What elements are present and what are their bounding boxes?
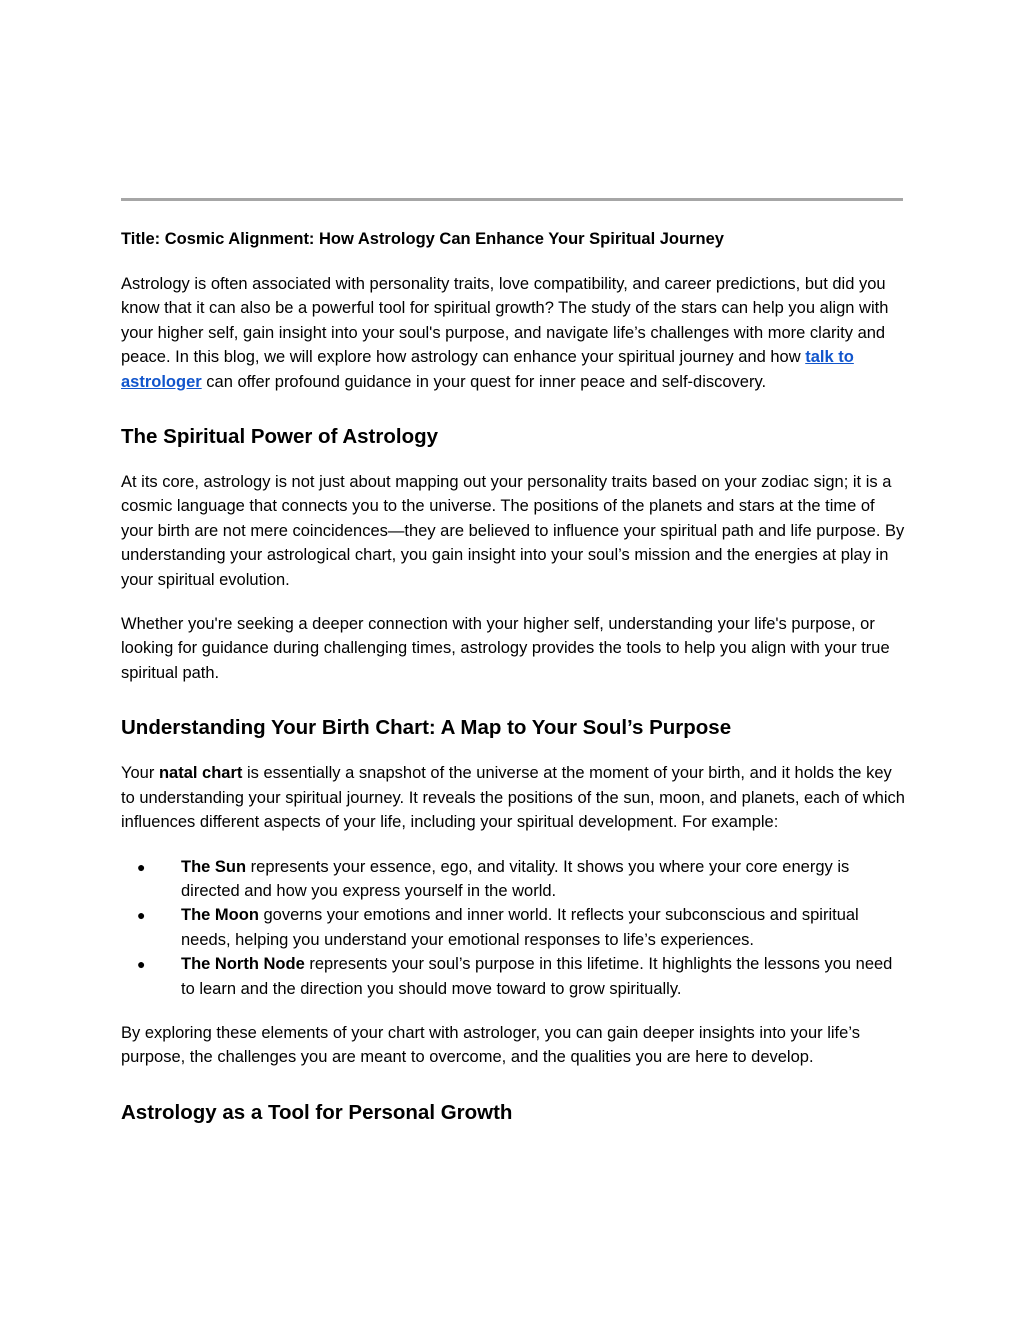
intro-text-before: Astrology is often associated with personality traits, love compatibility, and career predictions, but did you know that it can also be a powerful tool for spiritual growth? The study of the stars can help you align with your higher self, gain insight into your soul's purpose, and navigate life’s challenges with more clarity and peace. In this blog, we will explore how astrology can enhance your spiritual journey and how (121, 275, 889, 367)
list-item-term: The North Node (181, 955, 305, 974)
bullet-icon: ● (137, 907, 146, 924)
list-item (121, 903, 907, 952)
list-item-text: governs your emotions and inner world. It reflects your subconscious and spiritual needs, helping you understand your emotional responses to life’s experiences. (181, 906, 859, 949)
birth-chart-text-before: Your (121, 764, 159, 783)
list-item (121, 952, 907, 1001)
spiritual-power-paragraph-1: At its core, astrology is not just about mapping out your personality traits based on your zodiac sign; it is a cosmic language that connects you to the universe. The positions of the planets and stars at the time of your birth are not mere coincidences—they are believed to influence your spiritual path and life purpose. By understanding your astrological chart, you gain insight into your soul’s mission and the energies at play in your spiritual evolution. (121, 473, 905, 589)
header-divider (121, 198, 903, 201)
intro-text-after: can offer profound guidance in your quest for inner peace and self-discovery. (201, 372, 767, 391)
spiritual-power-paragraph-2: Whether you're seeking a deeper connection with your higher self, understanding your life's purpose, or looking for guidance during challenging times, astrology provides the tools to help you align with your true spiritual path. (121, 615, 890, 682)
talk-to-astrologer-link[interactable]: talk to astrologer (121, 348, 854, 391)
list-item-term: The Moon (181, 906, 259, 925)
section-heading-spiritual-power: The Spiritual Power of Astrology (121, 425, 439, 449)
list-item-term: The Sun (181, 857, 247, 876)
document-title: Title: Cosmic Alignment: How Astrology Can Enhance Your Spiritual Journey (121, 230, 724, 248)
intro-paragraph (121, 272, 907, 394)
natal-chart-term: natal chart (158, 764, 243, 783)
birth-chart-text-after: is essentially a snapshot of the universe at the moment of your birth, and it holds the key to understanding your spiritual journey. It reveals the positions of the sun, moon, and planets, each of which influences different aspects of your life, including your spiritual development. For example: (121, 764, 905, 832)
list-item-text: represents your essence, ego, and vitality. It shows you where your core energy is directed and how you express yourself in the world. (181, 857, 850, 900)
bullet-icon: ● (137, 956, 146, 973)
list-item-text: represents your soul’s purpose in this lifetime. It highlights the lessons you need to learn and the direction you should move toward to grow spiritually. (181, 955, 893, 998)
birth-chart-list (121, 855, 907, 1001)
list-item (121, 855, 907, 904)
bullet-icon: ● (137, 858, 146, 875)
birth-chart-paragraph-1 (121, 761, 907, 834)
birth-chart-paragraph-2: By exploring these elements of your chart with astrologer, you can gain deeper insights into your life’s purpose, the challenges you are meant to overcome, and the qualities you are here to develop. (121, 1023, 860, 1067)
section-heading-personal-growth: Astrology as a Tool for Personal Growth (121, 1100, 513, 1124)
section-heading-birth-chart: Understanding Your Birth Chart: A Map to Your Soul’s Purpose (121, 716, 732, 740)
document-body (121, 227, 907, 1146)
